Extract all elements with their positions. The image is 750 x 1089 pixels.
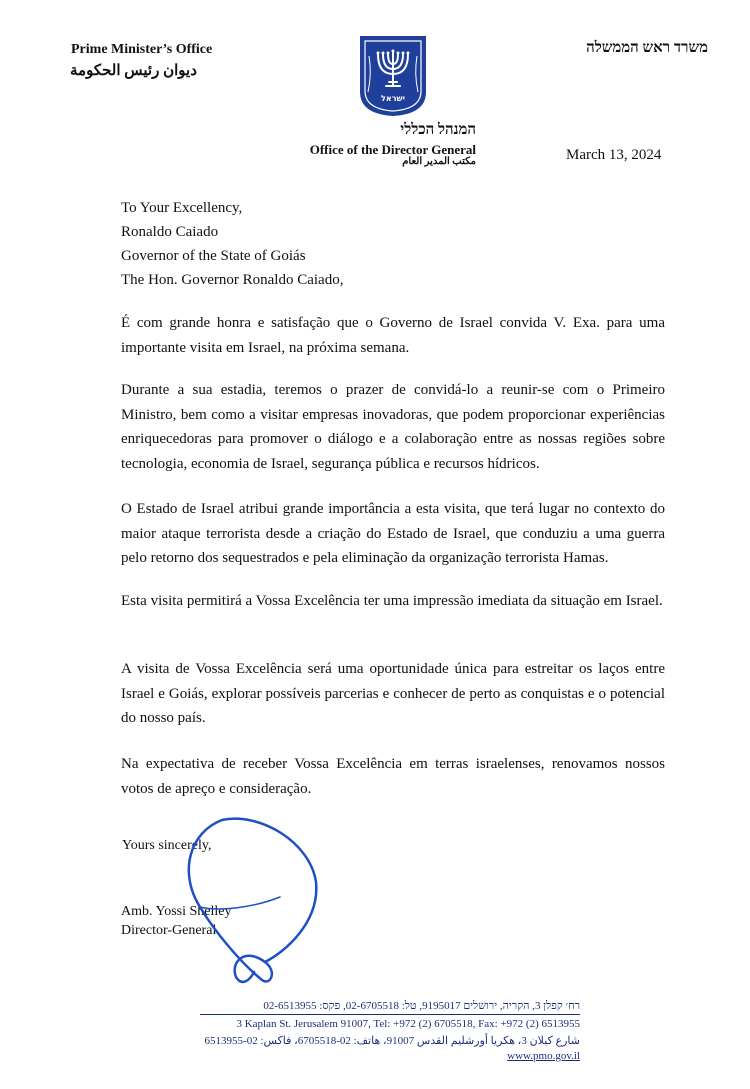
addressee-salutation: The Hon. Governor Ronaldo Caiado, <box>121 272 344 288</box>
addressee-block <box>121 196 343 292</box>
footer-website-link[interactable]: www.pmo.gov.il <box>507 1050 580 1062</box>
header-office-name-ar: ديوان رئيس الحكومة <box>70 63 197 79</box>
footer-address-he: רח׳ קפלן 3, הקריה, ירושלים 9195017, טל: 02-6705518, פקס: 02-6513955 <box>263 1000 580 1012</box>
body-paragraph-2 <box>121 378 665 476</box>
header-office-name-he: משרד ראש הממשלה <box>586 40 708 56</box>
body-paragraph-4 <box>121 589 665 614</box>
header-office-name-en: Prime Minister’s Office <box>71 42 213 57</box>
letter-date: March 13, 2024 <box>566 147 662 163</box>
israel-emblem-icon <box>358 34 428 118</box>
paragraph-text: Na expectativa de receber Vossa Excelência em terras israelenses, renovamos nossos votos de apreço e consideração. <box>121 756 665 797</box>
body-paragraph-1 <box>121 311 665 360</box>
paragraph-text: O Estado de Israel atribui grande importância a esta visita, que terá lugar no contexto do maior ataque terrorista desde a criação do Estado de Israel, que conduziu a uma guerra pelo retorno dos sequestrados e pela eliminação da organização terrorista Hamas. <box>121 501 665 566</box>
footer-divider <box>200 1014 580 1015</box>
paragraph-text: Esta visita permitirá a Vossa Excelência ter uma impressão imediata da situação em Israel. <box>121 593 663 609</box>
paragraph-text: Durante a sua estadia, teremos o prazer de convidá-lo a reunir-se com o Primeiro Ministro, bem como a visitar empresas inovadoras, que podem proporcionar experiências enriquecedoras para promover o diálogo e a colaboração entre as nossas regiões sobre tecnologia, economia de Israel, segurança pública e recursos hídricos. <box>121 382 665 472</box>
director-general-office-en: Office of the Director General <box>309 142 476 157</box>
paragraph-text: É com grande honra e satisfação que o Governo de Israel convida V. Exa. para uma importante visita em Israel, na próxima semana. <box>121 315 665 356</box>
body-paragraph-3 <box>121 497 665 571</box>
closing-salutation: Yours sincerely, <box>122 838 212 853</box>
signatory-title: Director-General <box>121 923 217 938</box>
footer-address-en: 3 Kaplan St. Jerusalem 91007, Tel: +972 (2) 6705518, Fax: +972 (2) 6513955 <box>236 1018 580 1030</box>
addressee-title: Governor of the State of Goiás <box>121 248 306 264</box>
footer-address-ar: شارع كبلان 3، هكريا أورشليم القدس 91007، هاتف: 02-6705518، فاكس: 02-6513955 <box>204 1035 580 1047</box>
emblem-label: ישראל <box>381 94 405 103</box>
paragraph-text: A visita de Vossa Excelência será uma oportunidade única para estreitar os laços entre Israel e Goiás, explorar possíveis parcerias e conhecer de perto as conquistas e o potencial do nosso país. <box>121 661 665 726</box>
director-general-office-he: המנהל הכללי <box>400 122 476 138</box>
body-paragraph-5 <box>121 657 665 731</box>
body-paragraph-6 <box>121 752 665 801</box>
signatory-name: Amb. Yossi Shelley <box>121 904 232 919</box>
addressee-name: Ronaldo Caiado <box>121 224 219 240</box>
director-general-office-ar: مكتب المدير العام <box>402 156 476 167</box>
handwritten-signature <box>170 812 320 987</box>
addressee-line: To Your Excellency, <box>121 200 243 216</box>
